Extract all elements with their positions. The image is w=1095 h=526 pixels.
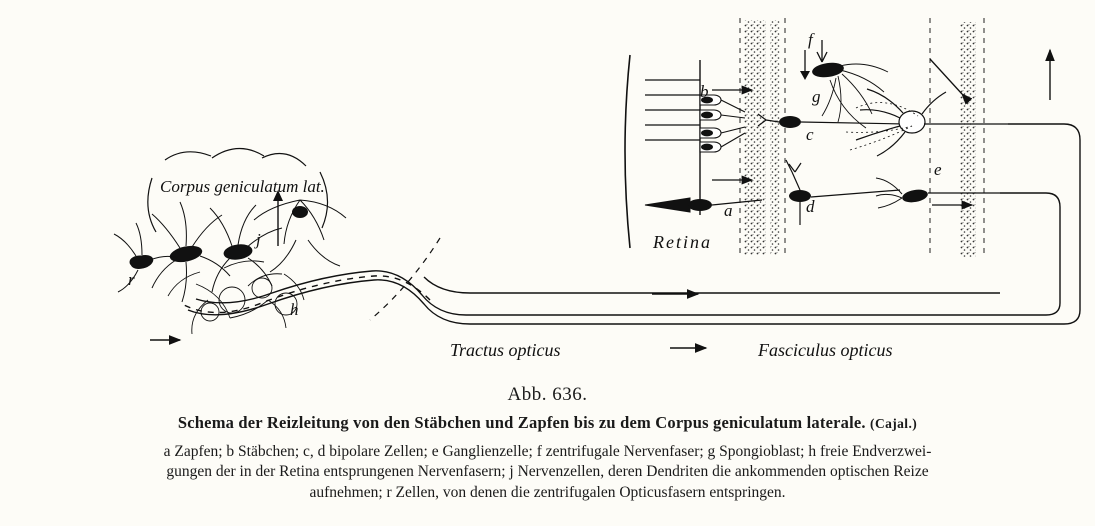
retina-region bbox=[625, 18, 1050, 258]
key-letter-h: h bbox=[290, 300, 299, 319]
label-tractus-opticus: Tractus opticus bbox=[450, 340, 561, 360]
key-letter-c: c bbox=[806, 125, 814, 144]
key-letter-b: b bbox=[700, 82, 709, 101]
figure-caption bbox=[0, 384, 1095, 504]
caption-attribution: (Cajal.) bbox=[870, 416, 918, 431]
key-letter-e: e bbox=[934, 160, 942, 179]
legend-line: a Zapfen; b Stäbchen; c, d bipolare Zellen; e Ganglienzelle; f zentrifugale Nervenfaser; g Spongioblast; h freie Endverzwei- bbox=[163, 442, 932, 460]
label-fasciculus-opticus: Fasciculus opticus bbox=[758, 340, 893, 360]
optic-nerve-tract bbox=[182, 124, 1080, 324]
figure-number: Abb. 636. bbox=[507, 384, 588, 405]
caption-title-main: Schema der Reizleitung von den Stäbchen und Zapfen bis zu dem Corpus geniculatum laterale. bbox=[177, 413, 866, 432]
key-letter-g: g bbox=[812, 87, 821, 106]
key-letter-f: f bbox=[808, 30, 813, 49]
key-letter-a: a bbox=[724, 201, 733, 220]
key-letter-d: d bbox=[806, 197, 815, 216]
label-retina: Retina bbox=[653, 232, 712, 252]
caption-title bbox=[0, 413, 1095, 433]
key-letter-j: j bbox=[256, 230, 261, 249]
key-letter-r: r bbox=[128, 270, 135, 289]
legend-line: gungen der in der Retina entsprungenen Nervenfasern; j Nervenzellen, deren Dendriten die ankommenden optischen Reize bbox=[166, 463, 929, 481]
legend-line: aufnehmen; r Zellen, von denen die zentrifugalen Opticusfasern entspringen. bbox=[309, 484, 786, 502]
label-corpus-geniculatum: Corpus geniculatum lat. bbox=[160, 177, 325, 196]
caption-legend bbox=[0, 442, 1095, 504]
